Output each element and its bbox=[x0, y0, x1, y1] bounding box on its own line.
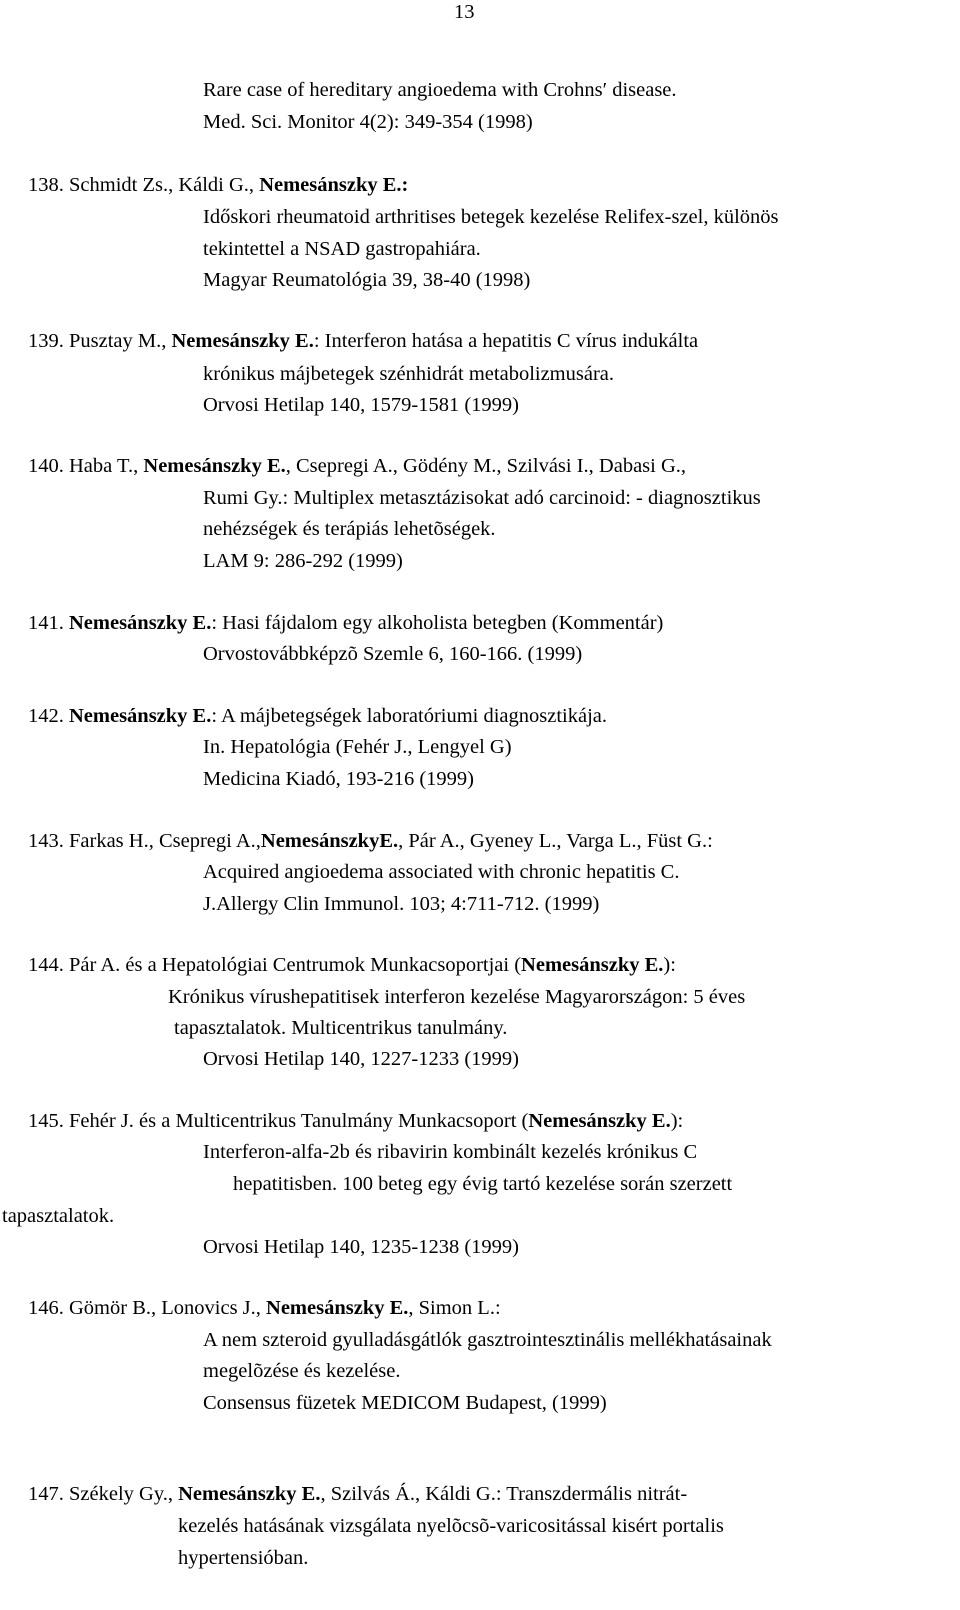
reference-line bbox=[28, 173, 408, 197]
author-highlight: Nemesánszky E. bbox=[171, 330, 314, 352]
reference-text: : Hasi fájdalom egy alkoholista betegben (Kommentár) bbox=[211, 612, 664, 634]
reference-text: : A májbetegségek laboratóriumi diagnosztikája. bbox=[211, 705, 608, 727]
reference-line bbox=[203, 486, 761, 510]
reference-line bbox=[174, 1016, 507, 1040]
reference-text: LAM 9: 286-292 (1999) bbox=[203, 550, 403, 572]
reference-text: tekintettel a NSAD gastropahiára. bbox=[203, 238, 481, 260]
reference-line bbox=[203, 205, 779, 229]
reference-line bbox=[28, 1296, 501, 1320]
reference-text: 143. Farkas H., Csepregi A., bbox=[28, 830, 261, 852]
reference-line bbox=[28, 829, 713, 853]
reference-line bbox=[203, 767, 474, 791]
reference-text: , Pár A., Gyeney L., Varga L., Füst G.: bbox=[398, 830, 713, 852]
reference-text: Orvosi Hetilap 140, 1227-1233 (1999) bbox=[203, 1048, 519, 1070]
reference-text: J.Allergy Clin Immunol. 103; 4:711-712. (1999) bbox=[203, 893, 600, 915]
reference-line bbox=[203, 517, 496, 541]
reference-line bbox=[203, 549, 403, 573]
reference-line bbox=[203, 1328, 772, 1352]
author-highlight: Nemesánszky E. bbox=[266, 1297, 409, 1319]
reference-text: nehézségek és terápiás lehetõségek. bbox=[203, 518, 496, 540]
reference-text: tapasztalatok. Multicentrikus tanulmány. bbox=[174, 1017, 508, 1039]
reference-line bbox=[203, 1391, 607, 1415]
reference-text: Interferon-alfa-2b és ribavirin kombinált kezelés krónikus C bbox=[203, 1141, 698, 1163]
reference-line bbox=[203, 860, 679, 884]
reference-line bbox=[28, 454, 686, 478]
reference-line bbox=[168, 985, 745, 1009]
reference-text: Magyar Reumatológia 39, 38-40 (1998) bbox=[203, 269, 531, 291]
reference-line bbox=[2, 1204, 114, 1228]
reference-text: kezelés hatásának vizsgálata nyelõcsõ-varicositással kisért portalis bbox=[178, 1515, 724, 1537]
reference-text: 146. Gömör B., Lonovics J., bbox=[28, 1297, 267, 1319]
reference-text: 141. bbox=[28, 612, 69, 634]
reference-line bbox=[203, 362, 614, 386]
reference-text: Acquired angioedema associated with chronic hepatitis C. bbox=[203, 861, 680, 883]
reference-line bbox=[203, 1359, 400, 1383]
author-highlight: Nemesánszky E. bbox=[143, 455, 286, 477]
reference-text: tapasztalatok. bbox=[2, 1205, 115, 1227]
author-highlight: Nemesánszky E. bbox=[69, 612, 212, 634]
reference-text: ): bbox=[663, 954, 676, 976]
reference-text: hepatitisben. 100 beteg egy évig tartó kezelése során szerzett bbox=[233, 1173, 733, 1195]
reference-text: Medicina Kiadó, 193-216 (1999) bbox=[203, 768, 474, 790]
reference-text: megelõzése és kezelése. bbox=[203, 1360, 401, 1382]
reference-text: 139. Pusztay M., bbox=[28, 330, 172, 352]
reference-line bbox=[28, 1109, 683, 1133]
reference-line bbox=[203, 892, 599, 916]
reference-line bbox=[203, 110, 533, 134]
reference-text: Rare case of hereditary angioedema with Crohns′ disease. bbox=[203, 79, 677, 101]
reference-text: , Csepregi A., Gödény M., Szilvási I., Dabasi G., bbox=[285, 455, 687, 477]
reference-text: Med. Sci. Monitor 4(2): 349-354 (1998) bbox=[203, 111, 533, 133]
reference-line bbox=[28, 704, 607, 728]
reference-line bbox=[203, 1047, 519, 1071]
reference-text: Orvosi Hetilap 140, 1579-1581 (1999) bbox=[203, 394, 519, 416]
reference-text: Orvosi Hetilap 140, 1235-1238 (1999) bbox=[203, 1236, 519, 1258]
reference-text: A nem szteroid gyulladásgátlók gasztrointesztinális mellékhatásainak bbox=[203, 1329, 772, 1351]
reference-line bbox=[178, 1514, 724, 1538]
reference-text: 138. Schmidt Zs., Káldi G., bbox=[28, 174, 260, 196]
reference-text: Krónikus vírushepatitisek interferon kezelése Magyarországon: 5 éves bbox=[168, 986, 746, 1008]
author-highlight: Nemesánszky E. bbox=[178, 1483, 321, 1505]
reference-text: krónikus májbetegek szénhidrát metabolizmusára. bbox=[203, 363, 615, 385]
reference-text: 142. bbox=[28, 705, 69, 727]
reference-line bbox=[28, 611, 663, 635]
reference-line bbox=[203, 642, 582, 666]
reference-text: 147. Székely Gy., bbox=[28, 1483, 179, 1505]
reference-line bbox=[28, 1482, 687, 1506]
author-highlight: Nemesánszky E. bbox=[528, 1110, 671, 1132]
reference-text: ): bbox=[670, 1110, 684, 1132]
reference-text: , Simon L.: bbox=[408, 1297, 501, 1319]
reference-line bbox=[203, 78, 677, 102]
author-highlight: NemesánszkyE. bbox=[260, 830, 399, 852]
reference-text: , Szilvás Á., Káldi G.: Transzdermális nitrát- bbox=[320, 1483, 688, 1505]
reference-line bbox=[28, 329, 698, 353]
reference-text: Rumi Gy.: Multiplex metasztázisokat adó carcinoid: - diagnosztikus bbox=[203, 487, 761, 509]
page-number: 13 bbox=[454, 1, 475, 23]
reference-text: In. Hepatológia (Fehér J., Lengyel G) bbox=[203, 736, 512, 758]
reference-text: 144. Pár A. és a Hepatológiai Centrumok Munkacsoportjai ( bbox=[28, 954, 522, 976]
reference-line bbox=[203, 237, 481, 261]
author-highlight: Nemesánszky E. bbox=[259, 174, 402, 196]
reference-line bbox=[203, 268, 530, 292]
reference-line bbox=[233, 1172, 732, 1196]
reference-text: : Interferon hatása a hepatitis C vírus indukálta bbox=[313, 330, 699, 352]
reference-line bbox=[28, 953, 676, 977]
reference-line bbox=[203, 735, 512, 759]
reference-text: 145. Fehér J. és a Multicentrikus Tanulmány Munkacsoport ( bbox=[28, 1110, 529, 1132]
reference-line bbox=[203, 393, 519, 417]
author-highlight: Nemesánszky E. bbox=[521, 954, 664, 976]
author-highlight: : bbox=[401, 174, 409, 196]
reference-text: 140. Haba T., bbox=[28, 455, 144, 477]
reference-line bbox=[203, 1140, 697, 1164]
reference-line bbox=[203, 1235, 519, 1259]
author-highlight: Nemesánszky E. bbox=[69, 705, 212, 727]
reference-text: Orvostovábbképzõ Szemle 6, 160-166. (1999) bbox=[203, 643, 583, 665]
reference-line bbox=[178, 1546, 308, 1570]
reference-text: Időskori rheumatoid arthritises betegek kezelése Relifex-szel, különös bbox=[203, 206, 779, 228]
reference-text: Consensus füzetek MEDICOM Budapest, (1999) bbox=[203, 1392, 607, 1414]
reference-text: hypertensióban. bbox=[178, 1547, 309, 1569]
